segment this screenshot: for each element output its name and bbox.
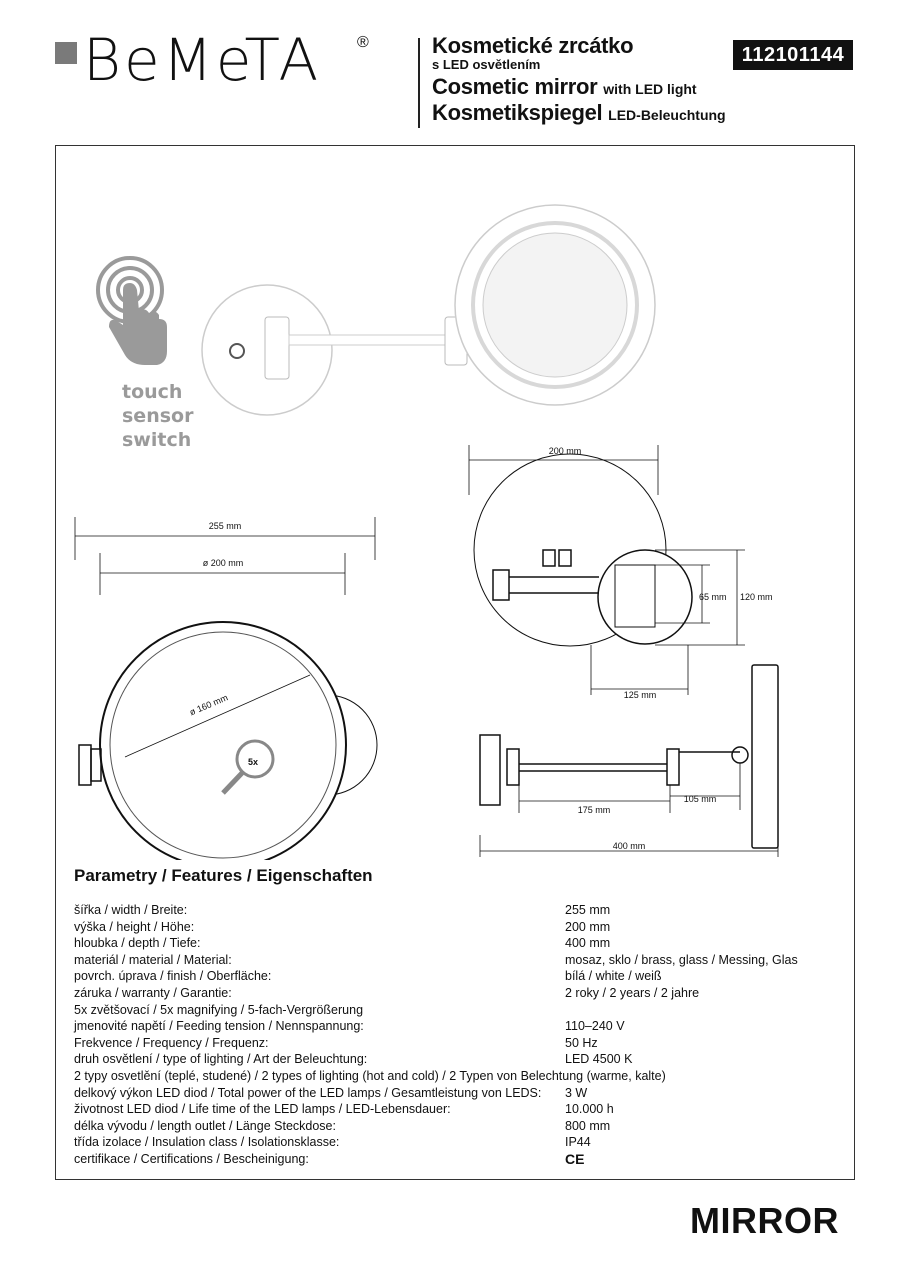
product-titles [432,34,726,127]
title-en [432,75,726,101]
header-divider [418,38,420,128]
touch-sensor-icon [98,258,167,365]
spec-key: materiál / material / Material: [74,952,232,967]
spec-key: jmenovité napětí / Feeding tension / Nennspannung: [74,1019,364,1034]
spec-key: šířka / width / Breite: [74,903,188,917]
brand-logo [55,26,395,94]
title-cz: Kosmetické zrcátko [432,33,634,58]
front-view [75,517,377,860]
touch-line-1: touch [122,381,183,403]
spec-value: 2 roky / 2 years / 2 jahre [565,985,700,1000]
features-section [74,866,373,886]
spec-row [74,952,814,969]
logo-text: BeMeTA [83,26,322,94]
spec-key: delkový výkon LED diod / Total power of the LED lamps / Gesamtleistung von LEDS: [74,1085,542,1100]
spec-row [74,985,814,1002]
spec-row [74,1002,814,1019]
spec-value: mosaz, sklo / brass, glass / Messing, Glas [565,952,798,967]
spec-key: 2 typy osvetlění (teplé, studené) / 2 types of lighting (hot and cold) / 2 Typen von Belechtung (warme, kalte) [74,1068,666,1083]
spec-value: 200 mm [565,919,611,934]
spec-value: 110–240 V [565,1019,625,1034]
spec-key: 5x zvětšovací / 5x magnifying / 5-fach-Vergrößerung [74,1002,364,1017]
spec-key: Frekvence / Frequency / Frequenz: [74,1035,269,1050]
spec-value: 10.000 h [565,1102,614,1117]
dim-length-175: 175 mm [577,805,611,815]
spec-row [74,1134,814,1151]
spec-table [74,902,814,1168]
title-en-sub: with LED light [603,81,697,97]
side-view [469,445,745,695]
spec-value: LED 4500 K [565,1052,633,1067]
touch-line-3: switch [122,429,192,451]
spec-value: bílá / white / weiß [565,969,662,984]
dim-height-65: 65 mm [699,592,727,602]
spec-value: 50 Hz [565,1035,598,1050]
spec-row [74,1118,814,1135]
dim-height-120: 120 mm [740,592,773,602]
spec-value: 255 mm [565,903,611,917]
touch-line-2: sensor [122,405,194,427]
spec-key: hloubka / depth / Tiefe: [74,936,201,951]
product-photo [202,205,655,415]
spec-key: třída izolace / Insulation class / Isolationsklasse: [74,1135,340,1150]
dim-length-400: 400 mm [612,841,646,851]
logo-square [55,42,77,64]
category-label: MIRROR [690,1200,839,1241]
spec-row [74,1051,814,1068]
spec-row [74,1151,814,1168]
dim-width-125: 125 mm [623,690,657,700]
spec-row [74,1085,814,1102]
magnification-label: 5x [248,757,259,767]
spec-key: záruka / warranty / Garantie: [74,985,232,1000]
spec-key: životnost LED diod / Life time of the LED lamps / LED-Lebensdauer: [74,1102,451,1117]
spec-key: délka vývodu / length outlet / Länge Steckdose: [74,1118,336,1133]
dim-width-255: 255 mm [208,521,242,531]
subtitle-cz: s LED osvětlením [432,57,541,72]
spec-row [74,902,814,919]
spec-row [74,968,814,985]
spec-key: výška / height / Höhe: [74,919,195,934]
spec-key: certifikace / Certifications / Bescheinigung: [74,1151,309,1166]
title-de-sub: LED-Beleuchtung [608,107,726,123]
registered-mark: ® [357,34,369,51]
spec-value: 800 mm [565,1118,611,1133]
spec-row [74,919,814,936]
dim-diameter-200: ø 200 mm [202,558,244,568]
spec-row [74,1018,814,1035]
spec-row [74,1035,814,1052]
spec-row [74,1068,814,1085]
spec-value: 3 W [565,1085,588,1100]
ce-mark: CE [565,1150,585,1167]
product-code: 112101144 [733,40,853,70]
touch-sensor-label [122,380,193,452]
dim-width-200: 200 mm [548,446,582,456]
title-de-main: Kosmetikspiegel [432,100,603,125]
spec-row [74,935,814,952]
spec-row [74,1101,814,1118]
spec-key: povrch. úprava / finish / Oberfläche: [74,969,272,984]
technical-drawing [55,145,855,860]
spec-value: IP44 [565,1135,591,1150]
features-heading: Parametry / Features / Eigenschaften [74,866,373,885]
dim-diameter-160: ø 160 mm [188,692,230,718]
title-en-main: Cosmetic mirror [432,74,598,99]
spec-key: druh osvětlení / type of lighting / Art der Beleuchtung: [74,1052,368,1067]
title-de [432,101,726,127]
dim-length-105: 105 mm [683,794,717,804]
spec-value: 400 mm [565,936,611,951]
